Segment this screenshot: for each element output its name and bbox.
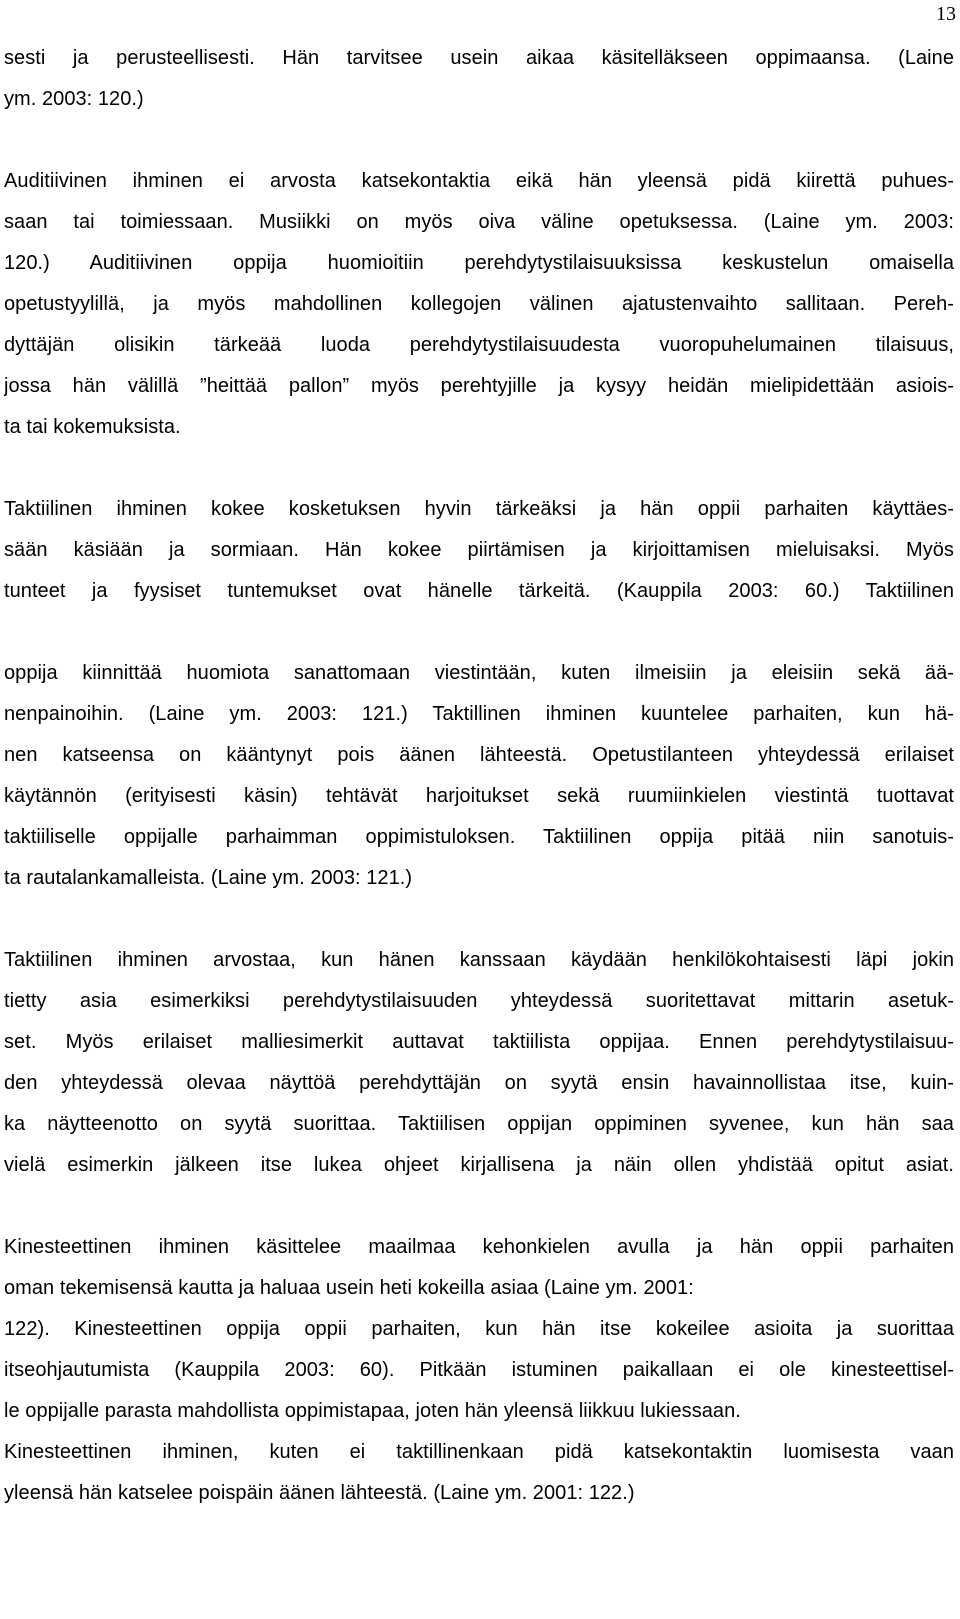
text-line: 122). Kinesteettinen oppija oppii parhaiten, kun hän itse kokeilee asioita ja suorittaa xyxy=(4,1318,954,1340)
text-line: sesti ja perusteellisesti. Hän tarvitsee usein aikaa käsitelläkseen oppimaansa. (Laine xyxy=(4,47,954,69)
paragraph-1 xyxy=(4,38,954,120)
text-line: jossa hän välillä ”heittää pallon” myös perehtyjille ja kysyy heidän mielipidettään asiois- xyxy=(4,375,954,397)
text-line: oppija kiinnittää huomiota sanattomaan viestintään, kuten ilmeisiin ja eleisiin sekä ää- xyxy=(4,662,954,684)
text-line: ka näytteenotto on syytä suorittaa. Taktiilisen oppijan oppiminen syvenee, kun hän saa xyxy=(4,1113,954,1135)
paragraph-2 xyxy=(4,161,954,448)
text-line: Auditiivinen ihminen ei arvosta katsekontaktia eikä hän yleensä pidä kiirettä puhues- xyxy=(4,170,954,192)
text-line: itseohjautumista (Kauppila 2003: 60). Pitkään istuminen paikallaan ei ole kinesteettisel- xyxy=(4,1359,954,1381)
text-line: taktiiliselle oppijalle parhaimman oppimistuloksen. Taktiilinen oppija pitää niin sanotuis- xyxy=(4,826,954,848)
text-line: saan tai toimiessaan. Musiikki on myös oiva väline opetuksessa. (Laine ym. 2003: xyxy=(4,211,954,233)
paragraph-6 xyxy=(4,1227,954,1514)
text-line: käytännön (erityisesti käsin) tehtävät harjoitukset sekä ruumiinkielen viestintä tuottavat xyxy=(4,785,954,807)
text-line: den yhteydessä olevaa näyttöä perehdyttäjän on syytä ensin havainnollistaa itse, kuin- xyxy=(4,1072,954,1094)
text-line: vielä esimerkin jälkeen itse lukea ohjeet kirjallisena ja näin ollen yhdistää opitut asiat. xyxy=(4,1154,954,1176)
paragraph-3 xyxy=(4,489,954,612)
text-line: oman tekemisensä kautta ja haluaa usein heti kokeilla asiaa (Laine ym. 2001: xyxy=(4,1277,694,1299)
paragraph-5 xyxy=(4,940,954,1186)
text-line: tietty asia esimerkiksi perehdytystilaisuuden yhteydessä suoritettavat mittarin asetuk- xyxy=(4,990,954,1012)
text-line: set. Myös erilaiset malliesimerkit auttavat taktiilista oppijaa. Ennen perehdytystilaisuu- xyxy=(4,1031,954,1053)
text-line: yleensä hän katselee poispäin äänen lähteestä. (Laine ym. 2001: 122.) xyxy=(4,1482,635,1504)
text-line: ta rautalankamalleista. (Laine ym. 2003: 121.) xyxy=(4,867,413,889)
text-line: Taktiilinen ihminen arvostaa, kun hänen kanssaan käydään henkilökohtaisesti läpi jokin xyxy=(4,949,954,971)
text-line: ta tai kokemuksista. xyxy=(4,416,181,438)
page-number: 13 xyxy=(936,3,956,25)
paragraph-4 xyxy=(4,653,954,899)
text-line: opetustyylillä, ja myös mahdollinen kollegojen välinen ajatustenvaihto sallitaan. Pereh- xyxy=(4,293,954,315)
document-body xyxy=(4,38,954,1514)
text-line: nen katseensa on kääntynyt pois äänen lähteestä. Opetustilanteen yhteydessä erilaiset xyxy=(4,744,954,766)
text-line: tunteet ja fyysiset tuntemukset ovat hänelle tärkeitä. (Kauppila 2003: 60.) Taktiilinen xyxy=(4,580,954,602)
text-line: le oppijalle parasta mahdollista oppimistapaa, joten hän yleensä liikkuu lukiessaan. xyxy=(4,1400,741,1422)
text-line: nenpainoihin. (Laine ym. 2003: 121.) Taktillinen ihminen kuuntelee parhaiten, kun hä- xyxy=(4,703,954,725)
text-line: Taktiilinen ihminen kokee kosketuksen hyvin tärkeäksi ja hän oppii parhaiten käyttäes- xyxy=(4,498,954,520)
text-line: sään käsiään ja sormiaan. Hän kokee piirtämisen ja kirjoittamisen mieluisaksi. Myös xyxy=(4,539,954,561)
text-line: Kinesteettinen ihminen, kuten ei taktillinenkaan pidä katsekontaktin luomisesta vaan xyxy=(4,1441,954,1463)
text-line: Kinesteettinen ihminen käsittelee maailmaa kehonkielen avulla ja hän oppii parhaiten xyxy=(4,1236,954,1258)
text-line: dyttäjän olisikin tärkeää luoda perehdytystilaisuudesta vuoropuhelumainen tilaisuus, xyxy=(4,334,954,356)
text-line: 120.) Auditiivinen oppija huomioitiin perehdytystilaisuuksissa keskustelun omaisella xyxy=(4,252,954,274)
text-line: ym. 2003: 120.) xyxy=(4,88,144,110)
